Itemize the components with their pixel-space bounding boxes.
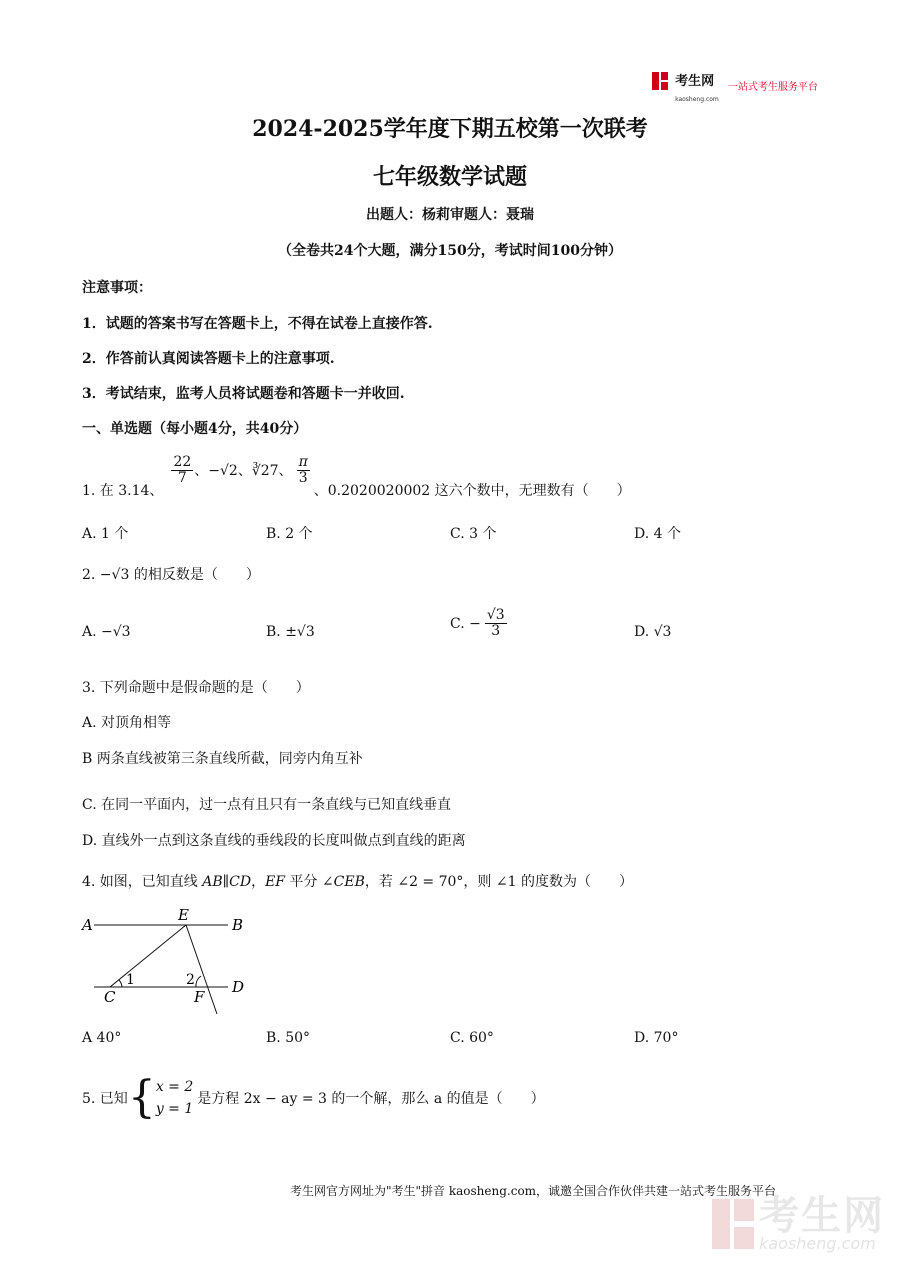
q3-option-d: D. 直线外一点到这条直线的垂线段的长度叫做点到直线的距离	[82, 833, 466, 849]
watermark-domain: kaosheng.com	[759, 1234, 876, 1253]
label-d: D	[232, 978, 245, 996]
q2-option-a: A. −√3	[82, 624, 131, 640]
equation-system: x = 2 y = 1	[155, 1079, 194, 1118]
q1-mid: 、−√2、∛27、	[194, 463, 293, 479]
label-e: E	[178, 906, 189, 924]
q4-figure	[76, 904, 266, 1022]
q1-option-d: D. 4 个	[634, 526, 681, 542]
q2-option-d: D. √3	[634, 624, 672, 640]
q1-fraction-pi-3: $\frac{\pi}{3}$	[298, 454, 308, 487]
angle-2-arc	[196, 976, 201, 987]
exam-subtitle: 七年级数学试题	[372, 164, 527, 190]
q4-option-b: B. 50°	[266, 1030, 311, 1046]
q1-fraction-22-7: $\frac{22}{7}$	[173, 454, 192, 487]
watermark-logo-icon	[712, 1199, 754, 1249]
question-2-stem: 2. −√3 的相反数是（ ）	[82, 567, 260, 583]
label-angle-2: 2	[186, 972, 195, 988]
q3-option-c: C. 在同一平面内，过一点有且只有一条直线与已知直线垂直	[82, 797, 452, 813]
q2-option-c-fraction: $\frac{√3}{3}$	[486, 607, 505, 640]
q1-lead: 1. 在 3.14、	[82, 483, 164, 499]
q4-option-a: A 40°	[82, 1030, 122, 1046]
label-f: F	[194, 988, 205, 1006]
q4-option-d: D. 70°	[634, 1030, 679, 1046]
angle-1-arc	[119, 980, 122, 987]
q1-option-c: C. 3 个	[450, 526, 497, 542]
section-heading: 一、单选题（每小题4分，共40分）	[82, 421, 308, 437]
logo-domain: kaosheng.com	[675, 96, 719, 103]
label-a: A	[82, 916, 93, 934]
question-5-stem: 5. 已知 { x = 2 y = 1 是方程 2x − ay = 3 的一个解，那么 a 的值是（ ）	[82, 1072, 545, 1124]
q3-option-b: B 两条直线被第三条直线所截，同旁内角互补	[82, 751, 363, 767]
logo-tagline: 一站式考生服务平台	[727, 82, 818, 93]
exam-title: 2024-2025学年度下期五校第一次联考	[252, 116, 648, 142]
question-3-stem: 3. 下列命题中是假命题的是（ ）	[82, 680, 310, 696]
kaosheng-logo-icon	[652, 72, 668, 90]
exam-info: （全卷共24个大题，满分150分，考试时间100分钟）	[278, 243, 622, 259]
q4-option-c: C. 60°	[450, 1030, 494, 1046]
notice-item-3: 3．考试结束，监考人员将试题卷和答题卡一并收回.	[82, 386, 405, 402]
q1-option-a: A. 1 个	[82, 526, 129, 542]
label-b: B	[232, 916, 244, 934]
label-angle-1: 1	[126, 972, 135, 988]
q3-option-a: A. 对顶角相等	[82, 715, 172, 731]
q1-tail: 、0.2020020002 这六个数中，无理数有（ ）	[313, 483, 631, 499]
footer-note: 考生网官方网址为"考生"拼音 kaosheng.com，诚邀全国合作伙伴共建一站式考生服务平台	[290, 1184, 777, 1198]
question-4-stem: 4. 如图，已知直线 AB∥CD，EF 平分 ∠CEB，若 ∠2 = 70°，则 ∠1 的度数为（ ）	[82, 874, 633, 890]
q2-option-b: B. ±√3	[266, 624, 315, 640]
q1-option-b: B. 2 个	[266, 526, 313, 542]
watermark	[712, 1193, 886, 1253]
watermark-text: 考生网	[759, 1193, 886, 1239]
q2-option-c: C. − $\frac{√3}{3}$	[450, 607, 505, 640]
logo-brand: 考生网	[675, 74, 715, 89]
label-c: C	[104, 988, 116, 1006]
kaosheng-logo	[652, 72, 818, 104]
notice-item-1: 1．试题的答案书写在答题卡上，不得在试卷上直接作答.	[82, 316, 433, 332]
exam-authors: 出题人：杨莉审题人：聂瑞	[366, 207, 534, 223]
line-ec	[110, 925, 186, 987]
notice-heading: 注意事项：	[82, 280, 152, 296]
notice-item-2: 2．作答前认真阅读答题卡上的注意事项.	[82, 351, 335, 367]
system-brace: {	[127, 1072, 156, 1124]
question-1-stem	[82, 455, 631, 503]
